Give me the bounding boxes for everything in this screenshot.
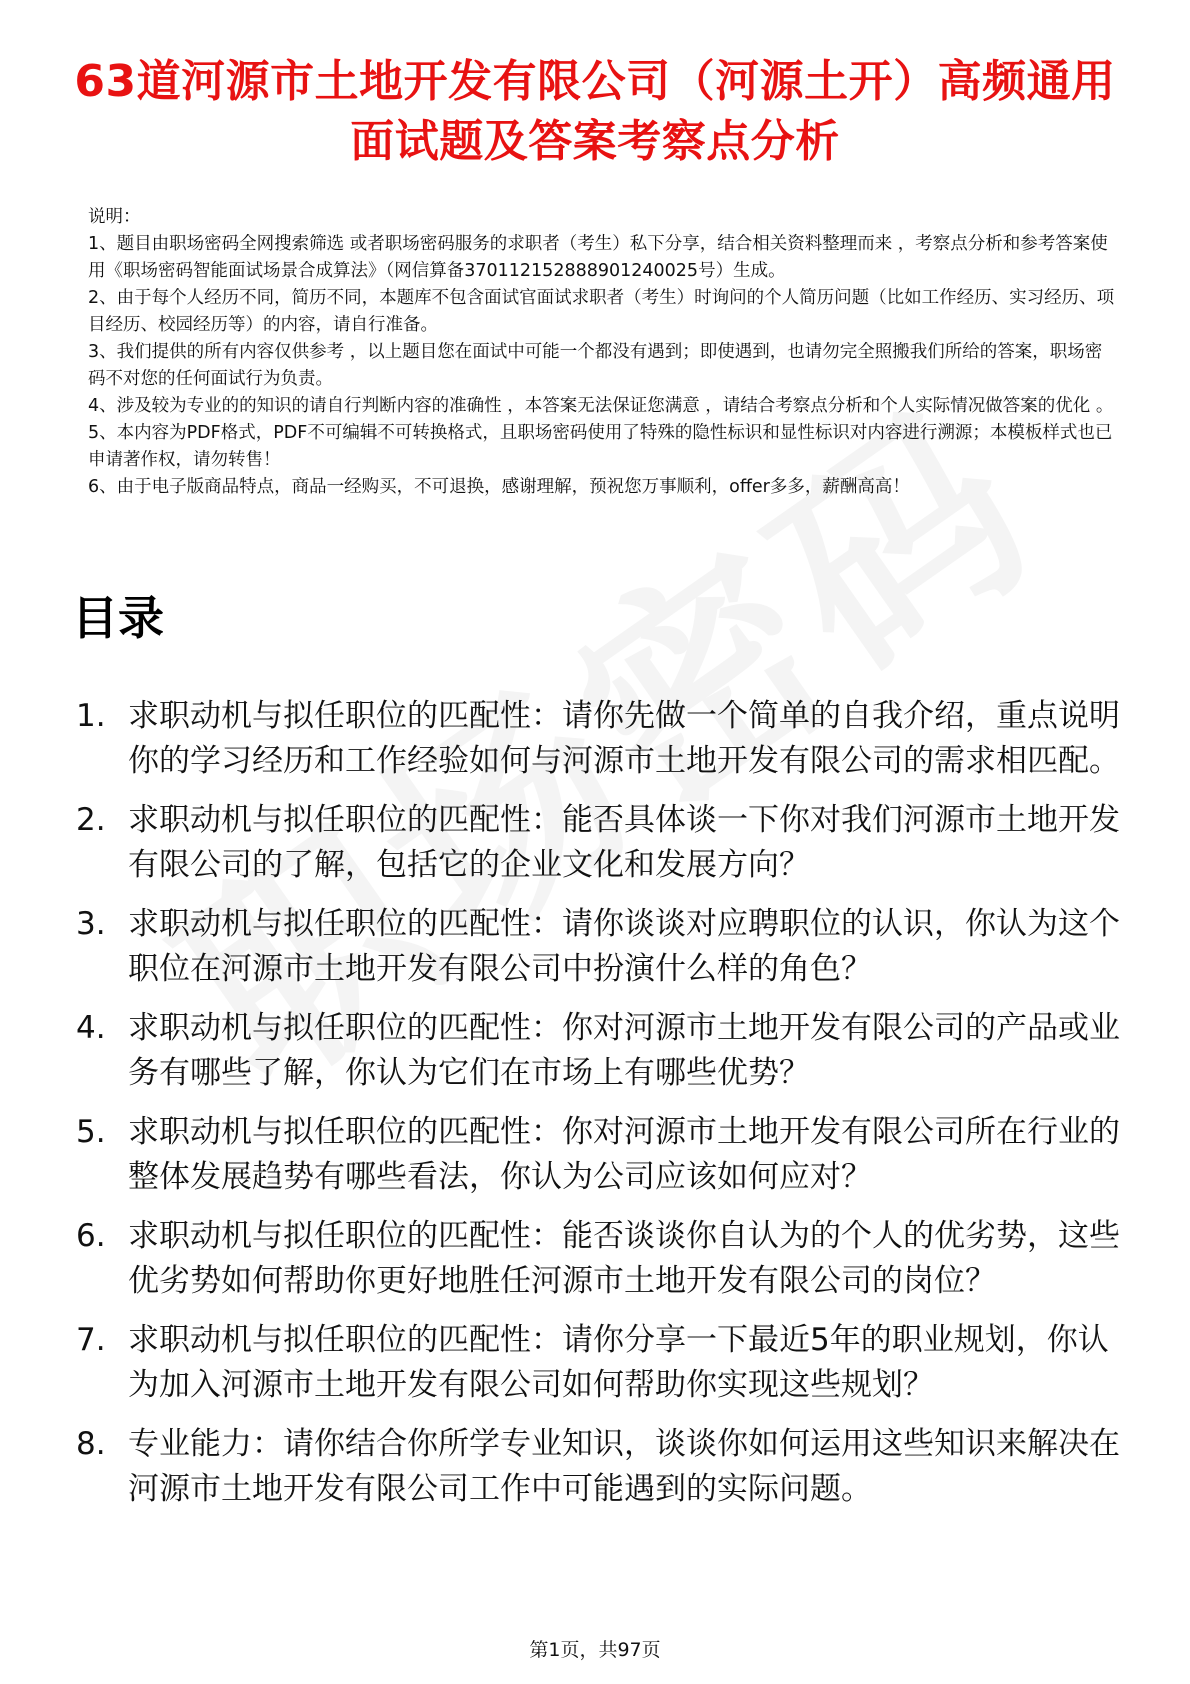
toc-item-text: 求职动机与拟任职位的匹配性：能否谈谈你自认为的个人的优劣势，这些优劣势如何帮助你更好地胜任河源市土地开发有限公司的岗位？ (128, 1218, 1120, 1299)
note-item: 1、题目由职场密码全网搜索筛选 或者职场密码服务的求职者（考生）私下分享，结合相关资料整理而来 ，考察点分析和参考答案使用《职场密码智能面试场景合成算法》（网信算备370112152888901240025号）生成。 (88, 234, 1108, 281)
toc-item-text: 求职动机与拟任职位的匹配性：你对河源市土地开发有限公司的产品或业务有哪些了解，你认为它们在市场上有哪些优势？ (128, 1010, 1120, 1091)
toc-list (76, 694, 1126, 1526)
toc-item-text: 求职动机与拟任职位的匹配性：能否具体谈一下你对我们河源市土地开发有限公司的了解，包括它的企业文化和发展方向？ (128, 802, 1120, 883)
toc-item-text: 专业能力：请你结合你所学专业知识，谈谈你如何运用这些知识来解决在河源市土地开发有限公司工作中可能遇到的实际问题。 (128, 1426, 1120, 1507)
toc-item-number: 5. (76, 1114, 106, 1150)
toc-item (76, 1422, 1126, 1512)
toc-item-text: 求职动机与拟任职位的匹配性：请你谈谈对应聘职位的认识，你认为这个职位在河源市土地开发有限公司中扮演什么样的角色？ (128, 906, 1120, 987)
toc-item-number: 7. (76, 1322, 106, 1358)
toc-item (76, 1214, 1126, 1304)
toc-item (76, 1006, 1126, 1096)
toc-item-number: 3. (76, 906, 106, 942)
toc-item (76, 1318, 1126, 1408)
document-title: 63道河源市土地开发有限公司（河源土开）高频通用面试题及答案考察点分析 (74, 56, 1116, 167)
toc-item-number: 2. (76, 802, 106, 838)
note-item: 3、我们提供的所有内容仅供参考 ，以上题目您在面试中可能一个都没有遇到；即使遇到，也请勿完全照搬我们所给的答案，职场密码不对您的任何面试行为负责。 (88, 342, 1103, 389)
toc-item-number: 1. (76, 698, 106, 734)
note-item: 6、由于电子版商品特点，商品一经购买，不可退换，感谢理解，预祝您万事顺利，offer多多，薪酬高高！ (88, 477, 910, 497)
toc-item (76, 1110, 1126, 1200)
toc-item-text: 求职动机与拟任职位的匹配性：请你先做一个简单的自我介绍，重点说明你的学习经历和工作经验如何与河源市土地开发有限公司的需求相匹配。 (128, 698, 1120, 779)
toc-item (76, 798, 1126, 888)
toc-item-text: 求职动机与拟任职位的匹配性：请你分享一下最近5年的职业规划，你认为加入河源市土地开发有限公司如何帮助你实现这些规划？ (128, 1322, 1109, 1403)
toc-item-number: 8. (76, 1426, 106, 1462)
notes-heading: 说明： (88, 207, 141, 227)
toc-heading: 目录 (72, 591, 164, 645)
toc-item-number: 6. (76, 1218, 106, 1254)
note-item: 5、本内容为PDF格式，PDF不可编辑不可转换格式，且职场密码使用了特殊的隐性标识和显性标识对内容进行溯源；本模板样式也已申请著作权，请勿转售！ (88, 423, 1113, 470)
toc-item-number: 4. (76, 1010, 106, 1046)
page-footer: 第1页，共97页 (529, 1639, 661, 1661)
notes-section (88, 204, 1118, 501)
toc-item (76, 902, 1126, 992)
toc-item (76, 694, 1126, 784)
toc-item-text: 求职动机与拟任职位的匹配性：你对河源市土地开发有限公司所在行业的整体发展趋势有哪些看法，你认为公司应该如何应对？ (128, 1114, 1120, 1195)
note-item: 2、由于每个人经历不同，简历不同，本题库不包含面试官面试求职者（考生）时询问的个人简历问题（比如工作经历、实习经历、项目经历、校园经历等）的内容，请自行准备。 (88, 288, 1115, 335)
note-item: 4、涉及较为专业的的知识的请自行判断内容的准确性 ，本答案无法保证您满意 ，请结合考察点分析和个人实际情况做答案的优化 。 (88, 396, 1114, 416)
